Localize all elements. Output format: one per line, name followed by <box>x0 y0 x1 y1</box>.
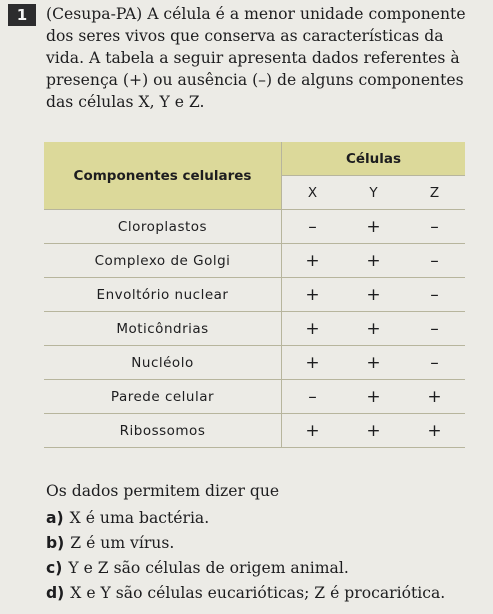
cell-label-y: Y <box>343 176 404 210</box>
table-row <box>44 278 465 312</box>
component-name: Cloroplastos <box>44 210 282 244</box>
option-d[interactable] <box>46 581 445 606</box>
option-text: X e Y são células eucarióticas; Z é procariótica. <box>70 584 446 602</box>
question-stem: (Cesupa-PA) A célula é a menor unidade componente dos seres vivos que conserva as características da vida. A tabela a seguir apresenta dados referentes à presença (+) ou ausência (–) de alguns componentes das células X, Y e Z. <box>46 5 466 111</box>
component-name: Moticôndrias <box>44 312 282 346</box>
component-name: Nucléolo <box>44 346 282 380</box>
option-letter: b) <box>46 534 65 552</box>
table-row <box>44 414 465 448</box>
component-name: Complexo de Golgi <box>44 244 282 278</box>
table-row <box>44 312 465 346</box>
value-z: + <box>404 414 465 448</box>
value-y: + <box>343 244 404 278</box>
table-row <box>44 346 465 380</box>
value-x: + <box>282 346 344 380</box>
value-y: + <box>343 312 404 346</box>
option-text: X é uma bactéria. <box>69 509 210 527</box>
value-x: + <box>282 312 344 346</box>
value-z: – <box>404 244 465 278</box>
value-x: – <box>282 210 344 244</box>
value-y: + <box>343 380 404 414</box>
value-z: – <box>404 346 465 380</box>
component-name: Parede celular <box>44 380 282 414</box>
header-cells: Células <box>282 142 466 176</box>
table-row <box>44 244 465 278</box>
option-a[interactable] <box>46 506 445 531</box>
option-c[interactable] <box>46 556 445 581</box>
value-x: + <box>282 244 344 278</box>
cell-components-table <box>44 142 465 448</box>
value-y: + <box>343 210 404 244</box>
option-letter: c) <box>46 559 63 577</box>
answer-options <box>46 506 445 606</box>
table-header-row <box>44 142 465 176</box>
table-row <box>44 210 465 244</box>
value-y: + <box>343 278 404 312</box>
value-y: + <box>343 414 404 448</box>
component-name: Envoltório nuclear <box>44 278 282 312</box>
value-x: + <box>282 278 344 312</box>
option-letter: a) <box>46 509 64 527</box>
value-z: – <box>404 278 465 312</box>
option-text: Z é um vírus. <box>70 534 175 552</box>
option-letter: d) <box>46 584 65 602</box>
cell-label-z: Z <box>404 176 465 210</box>
question-number: 1 <box>8 4 36 26</box>
value-z: – <box>404 312 465 346</box>
option-b[interactable] <box>46 531 445 556</box>
value-x: + <box>282 414 344 448</box>
value-x: – <box>282 380 344 414</box>
cell-label-x: X <box>282 176 344 210</box>
option-text: Y e Z são células de origem animal. <box>68 559 349 577</box>
value-z: + <box>404 380 465 414</box>
table-row <box>44 380 465 414</box>
header-components: Componentes celulares <box>44 142 282 210</box>
value-y: + <box>343 346 404 380</box>
question-lead: Os dados permitem dizer que <box>46 482 280 500</box>
value-z: – <box>404 210 465 244</box>
component-name: Ribossomos <box>44 414 282 448</box>
